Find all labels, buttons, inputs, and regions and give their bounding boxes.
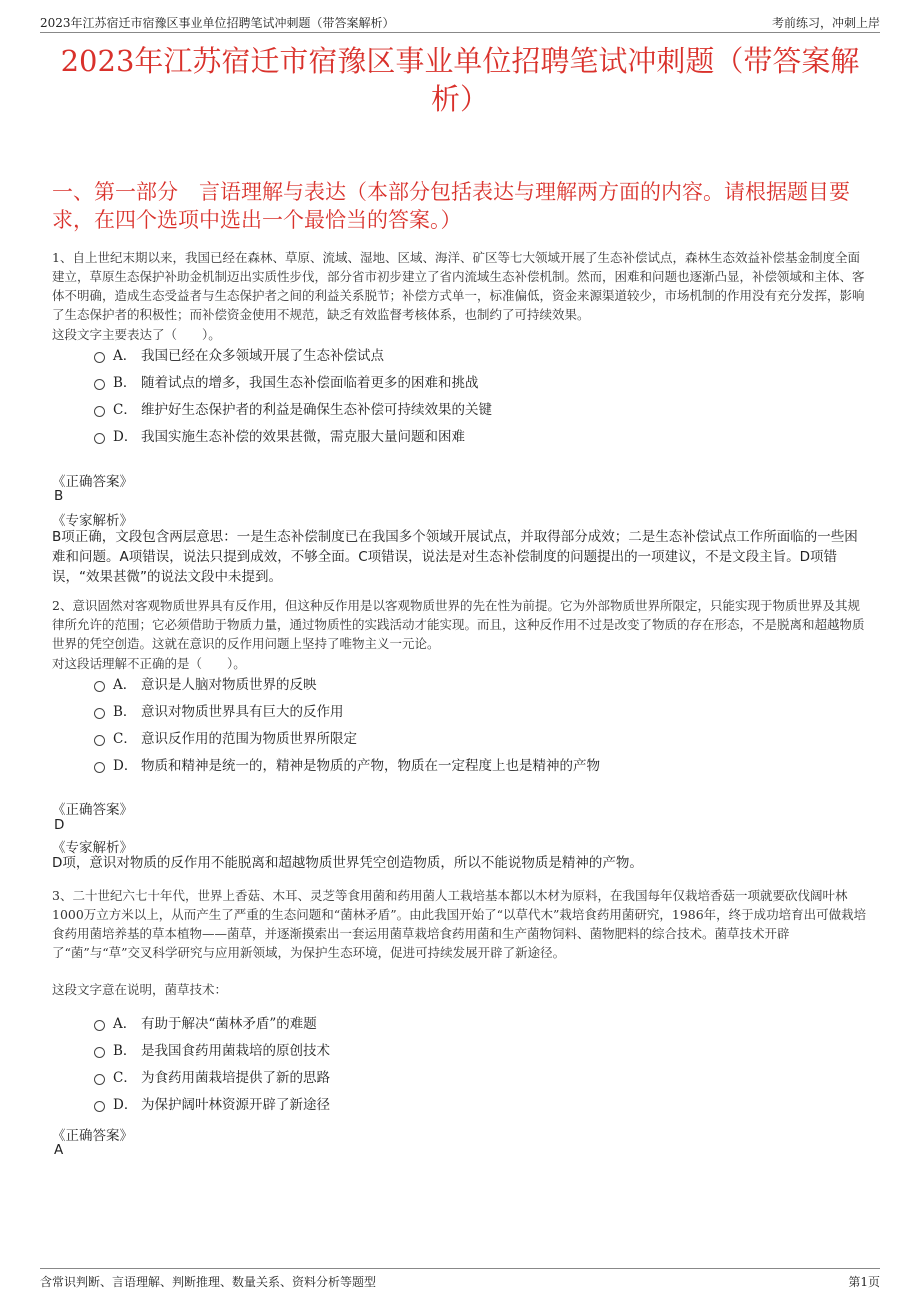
q1-option-a[interactable]: A． 我国已经在众多领域开展了生态补偿试点 <box>94 346 384 366</box>
q2-option-b[interactable]: B． 意识对物质世界具有巨大的反作用 <box>94 702 344 722</box>
document-title: 2023年江苏宿迁市宿豫区事业单位招聘笔试冲刺题（带答案解析） <box>60 44 860 116</box>
radio-icon[interactable] <box>94 1020 105 1031</box>
q3-option-b[interactable]: B． 是我国食药用菌栽培的原创技术 <box>94 1041 330 1061</box>
q1-analysis-label: 《专家解析》 <box>52 513 133 529</box>
q2-answer: D <box>54 817 65 833</box>
q1-option-d[interactable]: D． 我国实施生态补偿的效果甚微，需克服大量问题和困难 <box>94 427 465 447</box>
section-heading: 一、第一部分 言语理解与表达（本部分包括表达与理解两方面的内容。请根据题目要求，在四个选项中选出一个最恰当的答案。） <box>52 180 850 232</box>
radio-icon[interactable] <box>94 1101 105 1112</box>
radio-icon[interactable] <box>94 681 105 692</box>
page-footer <box>40 1268 880 1291</box>
q2-prompt: 对这段话理解不正确的是（ ）。 <box>52 656 246 671</box>
q2-option-c[interactable]: C． 意识反作用的范围为物质世界所限定 <box>94 729 357 749</box>
radio-icon[interactable] <box>94 762 105 773</box>
q3-option-a[interactable]: A． 有助于解决“菌林矛盾”的难题 <box>94 1014 317 1034</box>
header-slogan: 考前练习，冲刺上岸 <box>771 16 880 30</box>
radio-icon[interactable] <box>94 352 105 363</box>
q2-answer-label: 《正确答案》 <box>52 802 133 818</box>
q3-answer: A <box>54 1142 64 1158</box>
radio-icon[interactable] <box>94 406 105 417</box>
page-number: 第1页 <box>848 1275 880 1289</box>
radio-icon[interactable] <box>94 379 105 390</box>
radio-icon[interactable] <box>94 433 105 444</box>
footer-note: 含常识判断、言语理解、判断推理、数量关系、资料分析等题型 <box>40 1275 377 1289</box>
q2-analysis-label: 《专家解析》 <box>52 840 133 856</box>
q2-text: 2、意识固然对客观物质世界具有反作用，但这种反作用是以客观物质世界的先在性为前提。它为外部物质世界所限定，只能实现于物质世界及其规律所允许的范围；它必须借助于物质力量，通过物质性的实践活动才能实现。而且，这种反作用不过是改变了物质的存在形态，不是脱离和超越物质世界的凭空创造。这就在意识的反作用问题上坚持了唯物主义一元论。 <box>52 598 865 651</box>
radio-icon[interactable] <box>94 708 105 719</box>
q3-option-d[interactable]: D． 为保护阔叶林资源开辟了新途径 <box>94 1095 330 1115</box>
q1-option-c[interactable]: C． 维护好生态保护者的利益是确保生态补偿可持续效果的关键 <box>94 400 492 420</box>
q1-answer-label: 《正确答案》 <box>52 474 133 490</box>
page-header <box>40 12 880 33</box>
q1-answer: B <box>54 488 64 504</box>
q2-option-a[interactable]: A． 意识是人脑对物质世界的反映 <box>94 675 317 695</box>
q3-answer-label: 《正确答案》 <box>52 1128 133 1144</box>
radio-icon[interactable] <box>94 735 105 746</box>
q2-option-d[interactable]: D． 物质和精神是统一的，精神是物质的产物，物质在一定程度上也是精神的产物 <box>94 756 600 776</box>
q2-analysis: D项，意识对物质的反作用不能脱离和超越物质世界凭空创造物质，所以不能说物质是精神的产物。 <box>52 855 643 871</box>
q3-option-c[interactable]: C． 为食药用菌栽培提供了新的思路 <box>94 1068 330 1088</box>
q3-prompt: 这段文字意在说明，菌草技术： <box>52 982 228 997</box>
header-title: 2023年江苏宿迁市宿豫区事业单位招聘笔试冲刺题（带答案解析） <box>40 16 395 30</box>
q1-prompt: 这段文字主要表达了（ ）。 <box>52 327 221 342</box>
radio-icon[interactable] <box>94 1047 105 1058</box>
q1-analysis: B项正确，文段包含两层意思：一是生态补偿制度已在我国多个领域开展试点，并取得部分成效；二是生态补偿试点工作所面临的一些困难和问题。A项错误，说法只提到成效，不够全面。C项错误，说法是对生态补偿制度的问题提出的一项建议，不是文段主旨。D项错误，“效果甚微”的说法文段中未提到。 <box>52 529 858 585</box>
radio-icon[interactable] <box>94 1074 105 1085</box>
q1-text: 1、自上世纪末期以来，我国已经在森林、草原、流域、湿地、区域、海洋、矿区等七大领域开展了生态补偿试点，森林生态效益补偿基金制度全面建立，草原生态保护补助金机制迈出实质性步伐，部分省市初步建立了省内流域生态补偿机制。然而，困难和问题也逐渐凸显，补偿领域和主体、客体不明确，造成生态受益者与生态保护者之间的利益关系脱节；补偿方式单一，标准偏低，资金来源渠道较少，市场机制的作用没有充分发挥，影响了生态保护者的积极性；而补偿资金使用不规范，缺乏有效监督考核体系，也制约了可持续效果。 <box>52 250 865 322</box>
q3-text: 3、二十世纪六七十年代，世界上香菇、木耳、灵芝等食用菌和药用菌人工栽培基本都以木材为原料，在我国每年仅栽培香菇一项就要砍伐阔叶林1000万立方米以上，从而产生了严重的生态问题和“菌林矛盾”。由此我国开始了“以草代木”栽培食药用菌研究，1986年，终于成功培育出可做栽培食药用菌培养基的草本植物——菌草，并逐渐摸索出一套运用菌草栽培食药用菌和生产菌物饲料、菌物肥料的综合技术。菌草技术开辟了“菌”与“草”交叉科学研究与应用新领域，为保护生态环境，促进可持续发展开辟了新途径。 <box>52 888 867 960</box>
q1-option-b[interactable]: B． 随着试点的增多，我国生态补偿面临着更多的困难和挑战 <box>94 373 479 393</box>
